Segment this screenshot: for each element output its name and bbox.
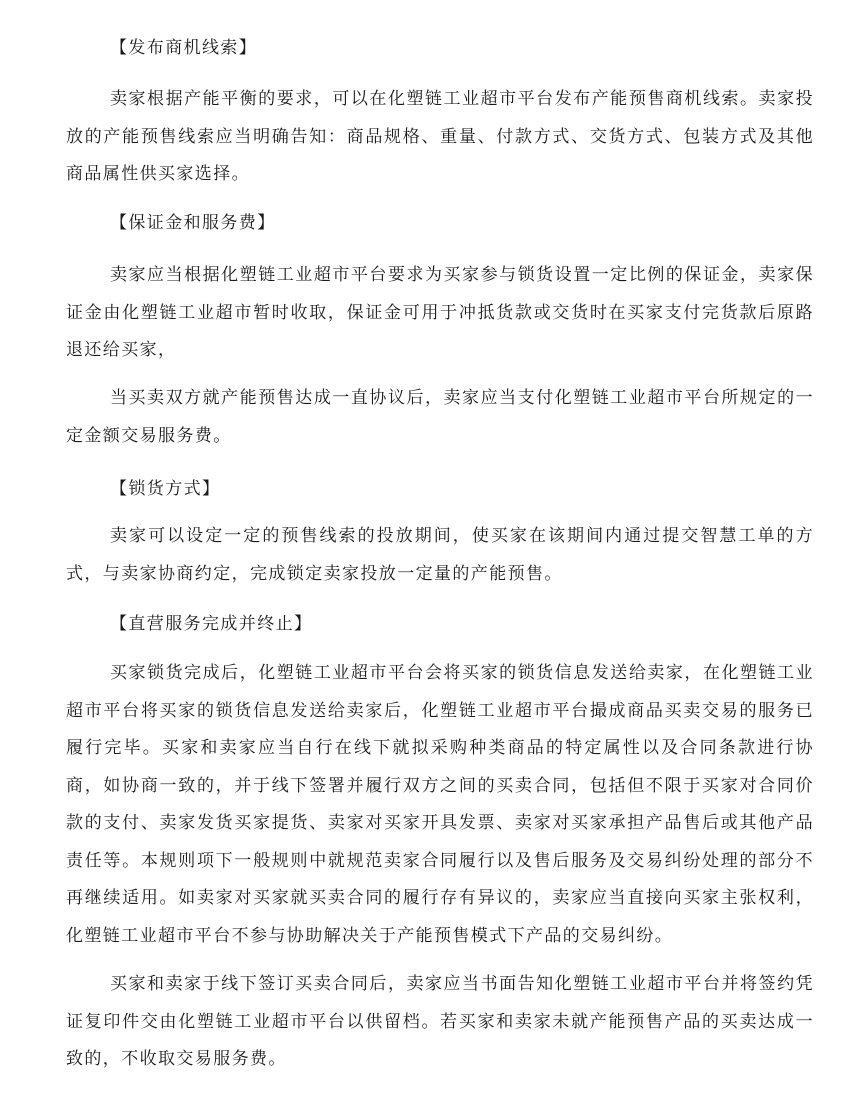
section-heading-publish-leads: 【发布商机线索】: [110, 38, 258, 58]
paragraph-service-complete: 买家锁货完成后，化塑链工业超市平台会将买家的锁货信息发送给卖家，在化塑链工业超市平台将买家的锁货信息发送给卖家后，化塑链工业超市平台撮成商品买卖交易的服务已履行完毕。买家和卖家应当自行在线下就拟采购种类商品的特定属性以及合同条款进行协商，如协商一致的，并于线下签署并履行双方之间的买卖合同，包括但不限于买家对合同价款的支付、卖家发货买家提货、卖家对买家开具发票、卖家对买家承担产品售后或其他产品责任等。本规则项下一般规则中就规范卖家合同履行以及售后服务及交易纠纷处理的部分不再继续适用。如卖家对买家就买卖合同的履行存有异议的，卖家应当直接向买家主张权利，化塑链工业超市平台不参与协助解决关于产能预售模式下产品的交易纠纷。: [66, 663, 814, 946]
section-heading-deposit-fee: 【保证金和服务费】: [110, 213, 276, 233]
paragraph-publish-leads: 卖家根据产能平衡的要求，可以在化塑链工业超市平台发布产能预售商机线索。卖家投放的产能预售线索应当明确告知：商品规格、重量、付款方式、交货方式、包装方式及其他商品属性供买家选择。: [66, 89, 814, 184]
section-heading-service-complete: 【直营服务完成并终止】: [110, 614, 313, 634]
section-heading-lock-method: 【锁货方式】: [110, 479, 221, 499]
paragraph-service-fee: 当买卖双方就产能预售达成一直协议后，卖家应当支付化塑链工业超市平台所规定的一定金额交易服务费。: [66, 388, 814, 446]
paragraph-lock-method: 卖家可以设定一定的预售线索的投放期间，使买家在该期间内通过提交智慧工单的方式，与卖家协商约定，完成锁定卖家投放一定量的产能预售。: [66, 526, 814, 584]
paragraph-deposit: 卖家应当根据化塑链工业超市平台要求为买家参与锁货设置一定比例的保证金，卖家保证金由化塑链工业超市暂时收取，保证金可用于冲抵货款或交货时在买家支付完货款后原路退还给买家，: [66, 265, 814, 360]
paragraph-offline-contract: 买家和卖家于线下签订买卖合同后，卖家应当书面告知化塑链工业超市平台并将签约凭证复印件交由化塑链工业超市平台以供留档。若买家和卖家未就产能预售产品的买卖达成一致的，不收取交易服务费。: [66, 974, 814, 1069]
